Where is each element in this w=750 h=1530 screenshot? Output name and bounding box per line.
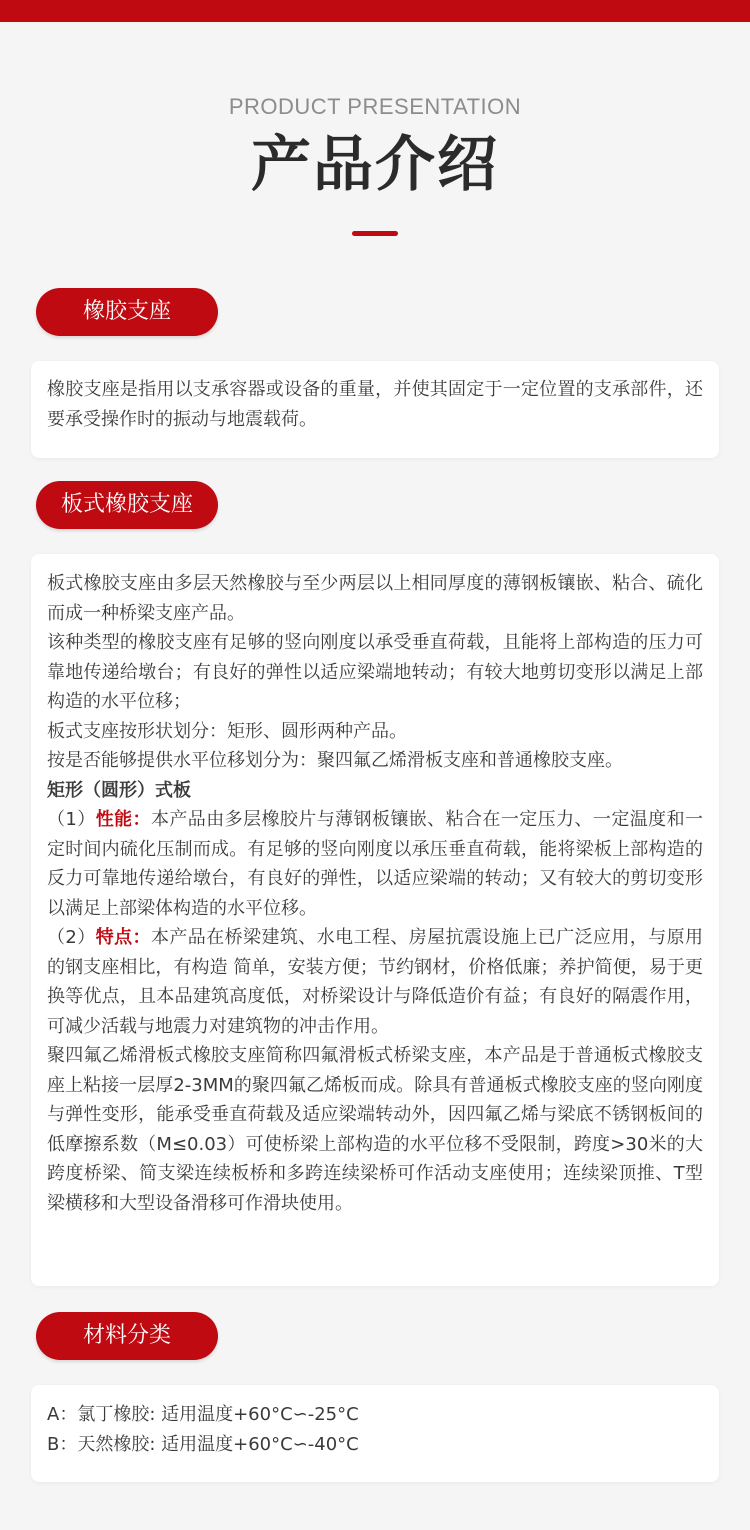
section-tag-laminated-bearing: 板式橡胶支座 xyxy=(36,481,218,529)
subheading-rect-round: 矩形（圆形）式板 xyxy=(47,779,191,801)
item-features-label: 特点： xyxy=(95,927,151,948)
paragraph-stiffness: 该种类型的橡胶支座有足够的竖向刚度以承受垂直荷载，且能将上部构造的压力可靠地传递给墩台；有良好的弹性以适应梁端地转动；有较大地剪切变形以满足上部构造的水平位移； xyxy=(47,632,703,712)
page-subtitle: PRODUCT PRESENTATION xyxy=(228,94,522,119)
paragraph-ptfe-bearing: 聚四氟乙烯滑板式橡胶支座简称四氟滑板式桥梁支座，本产品是于普通板式橡胶支座上粘接一层厚2-3MM的聚四氟乙烯板而成。除具有普通板式橡胶支座的竖向刚度与弹性变形，能承受垂直荷载及适应梁端转动外，因四氟乙烯与梁底不锈钢板间的低摩擦系数（M≤0.03）可使桥梁上部构造的水平位移不受限制，跨度>30米的大跨度桥梁、简支梁连续板桥和多跨连续梁桥可作活动支座使用；连续梁顶推、T型梁横移和大型设备滑移可作滑块使用。 xyxy=(47,1045,703,1214)
paragraph-composition: 板式橡胶支座由多层天然橡胶与至少两层以上相同厚度的薄钢板镶嵌、粘合、硫化而成一种桥梁支座产品。 xyxy=(47,573,703,624)
laminated-bearing-card xyxy=(31,554,719,1286)
rubber-bearing-card xyxy=(31,361,719,458)
page-title: 产品介绍 xyxy=(251,130,499,200)
section-tag-rubber-bearing: 橡胶支座 xyxy=(36,288,218,336)
item-performance xyxy=(47,805,703,923)
material-b: B：天然橡胶: 适用温度+60°C∽-40°C xyxy=(47,1433,359,1455)
paragraph-displacement-classification: 按是否能够提供水平位移划分为：聚四氟乙烯滑板支座和普通橡胶支座。 xyxy=(47,750,623,771)
paragraph-shape-classification: 板式支座按形状划分：矩形、圆形两种产品。 xyxy=(47,720,407,742)
materials-card xyxy=(31,1385,719,1482)
item-features-text: 本产品在桥梁建筑、水电工程、房屋抗震设施上已广泛应用，与原用的钢支座相比，有构造 简单，安装方便；节约钢材，价格低廉；养护简便，易于更换等优点，且本品建筑高度低，对桥梁设计与降低造价有益；有良好的隔震作用，可减少活载与地震力对建筑物的冲击作用。 xyxy=(47,927,704,1037)
item-features xyxy=(47,923,703,1041)
item-performance-label: 性能： xyxy=(95,809,151,830)
section-tag-materials: 材料分类 xyxy=(36,1312,218,1360)
item-features-number: （2） xyxy=(47,927,96,948)
top-accent-bar xyxy=(0,0,750,22)
item-performance-text: 本产品由多层橡胶片与薄钢板镶嵌、粘合在一定压力、一定温度和一定时间内硫化压制而成。有足够的竖向刚度以承压垂直荷载，能将梁板上部构造的反力可靠地传递给墩台，有良好的弹性，以适应梁端的转动；又有较大的剪切变形以满足上部梁体构造的水平位移。 xyxy=(47,809,704,919)
title-underline xyxy=(352,231,398,236)
item-performance-number: （1） xyxy=(47,809,96,830)
material-a: A：氯丁橡胶: 适用温度+60°C∽-25°C xyxy=(47,1404,359,1425)
rubber-bearing-description: 橡胶支座是指用以支承容器或设备的重量，并使其固定于一定位置的支承部件，还要承受操作时的振动与地震载荷。 xyxy=(47,379,703,430)
